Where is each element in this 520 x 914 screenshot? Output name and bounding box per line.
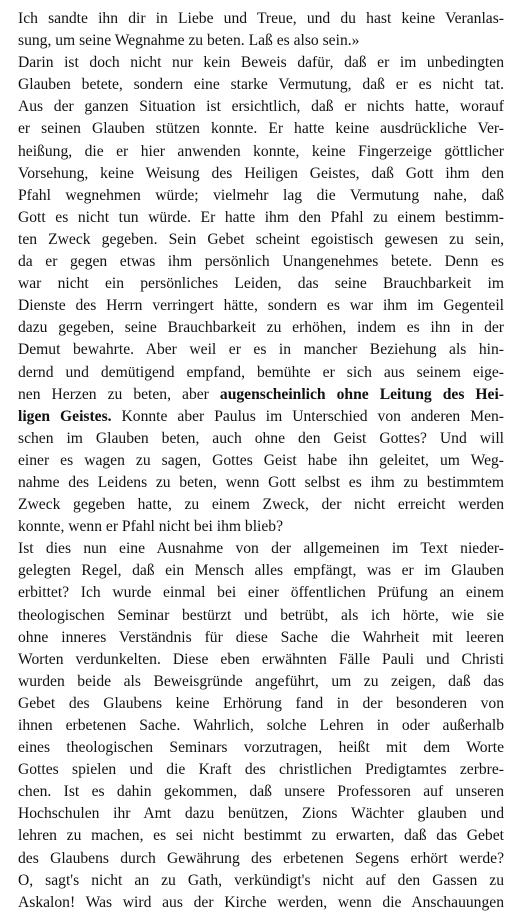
line-text: dernd und demütigend empfand, bemühte er sich aus seinem eige- [18, 363, 504, 381]
text-line [18, 870, 504, 892]
line-text: war nicht ein persönliches Leiden, das seine Brauchbarkeit im [18, 275, 504, 293]
text-line [18, 538, 504, 560]
text-line [18, 781, 504, 803]
line-text: gelegten Regel, daß ein Mensch alles empfängt, was er im Glauben [18, 562, 504, 580]
line-text: erbittet? Ich wurde einmal bei einer öffentlichen Prüfung an einem [18, 584, 504, 602]
text-line [18, 582, 504, 604]
text-line [18, 759, 504, 781]
text-line [18, 693, 504, 715]
line-text: sung, um seine Wegnahme zu beten. Laß es also sein.» [18, 32, 360, 50]
text-line [18, 273, 504, 295]
text-line [18, 118, 504, 140]
line-text: ten Zweck gegeben. Sein Gebet scheint egoistisch gewesen zu sein, [18, 230, 504, 248]
line-text: nahme des Leidens zu beten, wenn Gott selbst es ihm zu bestimmtem [18, 473, 504, 491]
text-line [18, 494, 504, 516]
emphasized-text: ligen Geistes. [18, 407, 112, 425]
line-text: Aus der ganzen Situation ist ersichtlich, daß er nichts hatte, worauf [18, 98, 504, 116]
line-text: theologischen Seminar bestürzt und betrübt, als ich hörte, wie sie [18, 606, 504, 624]
text-line [18, 317, 504, 339]
line-text: eines theologischen Seminars vorzutragen, heißt mit dem Worte [18, 739, 504, 757]
text-line [18, 715, 504, 737]
text-line [18, 295, 504, 317]
text-line [18, 605, 504, 627]
line-text: Darin ist doch nicht nur kein Beweis dafür, daß er im unbedingten [18, 54, 504, 72]
line-text: Pfahl wegnehmen würde; vielmehr lag die Vermutung nahe, daß [18, 186, 504, 204]
line-text: Gebet des Glaubens keine Erhörung fand in der besonderen von [18, 694, 504, 712]
text-line [18, 8, 504, 30]
line-text: dazu gegeben, seine Brauchbarkeit zu erhöhen, indem es ihn in der [18, 319, 504, 337]
line-text: O, sagt's nicht an zu Gath, verkündigt's nicht auf den Gassen zu [18, 871, 504, 889]
line-text: heißung, die er hier anwenden konnte, keine Fingerzeige göttlicher [18, 142, 504, 160]
text-line [18, 892, 504, 914]
text-line [18, 141, 504, 163]
text-line [18, 229, 504, 251]
line-text: ihnen erbetenen Sache. Wahrlich, solche Lehren in oder außerhalb [18, 717, 504, 734]
text-line [18, 251, 504, 273]
line-text: Konnte aber Paulus im Unterschied von anderen Men- [111, 407, 504, 425]
text-line [18, 30, 504, 52]
line-text: Vorsehung, keine Weisung des Heiligen Geistes, daß Gott ihm den [18, 164, 504, 182]
text-line [18, 339, 504, 361]
text-line [18, 560, 504, 582]
text-line [18, 848, 504, 870]
text-line [18, 737, 504, 759]
line-text: lehren zu machen, es sei nicht bestimmt zu erwarten, daß das Gebet [18, 827, 504, 845]
line-text: Gottes spielen und die Kraft des christlichen Predigtamtes zerbre- [18, 761, 504, 779]
line-text: einer es wagen zu sagen, Gottes Geist habe ihn geleitet, um Weg- [18, 451, 504, 469]
line-text: Demut bewahrte. Aber weil er es in mancher Beziehung als hin- [18, 341, 504, 359]
line-text: nen Herzen zu beten, aber [18, 385, 220, 403]
text-line [18, 74, 504, 96]
text-line [18, 803, 504, 825]
line-text: schen im Glauben beten, auch ohne den Geist Gottes? Und will [18, 429, 504, 447]
line-text: Worten verdunkelten. Diese eben erwähnten Fälle Pauli und Christi [18, 650, 504, 668]
line-text: konnte, wenn er Pfahl nicht bei ihm blieb? [18, 518, 284, 536]
line-text: Zweck gegeben hatte, zu einem Zweck, der nicht erreicht werden [18, 496, 504, 514]
text-line [18, 825, 504, 847]
line-text: er seinen Glauben stützen konnte. Er hatte keine ausdrückliche Ver- [18, 120, 504, 138]
line-text: des Glaubens durch Gewährung des erbetenen Segens erhört werde? [18, 849, 504, 867]
text-line [18, 384, 504, 406]
line-text: chen. Ist es dahin gekommen, daß unsere Professoren auf unseren [18, 783, 504, 801]
text-line [18, 627, 504, 649]
text-line [18, 406, 504, 428]
line-text: da er gegen etwas ihm persönlich Unangenehmes betete. Denn es [18, 253, 504, 271]
line-text: Ist dies nun eine Ausnahme von der allgemeinen im Text nieder- [18, 540, 504, 558]
text-line [18, 428, 504, 450]
text-line [18, 450, 504, 472]
text-line [18, 185, 504, 207]
text-line [18, 52, 504, 74]
text-line [18, 207, 504, 229]
text-line [18, 671, 504, 693]
line-text: Glauben betete, sondern eine starke Vermutung, daß er es nicht tat. [18, 76, 504, 94]
text-line [18, 649, 504, 671]
text-line [18, 472, 504, 494]
text-line [18, 362, 504, 384]
body-text [18, 8, 504, 914]
text-line [18, 516, 504, 538]
line-text: ohne inneres Verständnis für diese Sache die Wahrheit mit leeren [18, 628, 504, 646]
line-text: wurden beide als Beweisgründe angeführt, um zu zeigen, daß das [18, 672, 504, 690]
text-line [18, 163, 504, 185]
line-text: Dienste des Herrn verringert hätte, sondern es war ihm im Gegenteil [18, 297, 504, 315]
line-text: Ich sandte ihn dir in Liebe und Treue, und du hast keine Veranlas- [18, 10, 504, 27]
emphasized-text: augenscheinlich ohne Leitung des Hei- [219, 385, 504, 403]
line-text: Askalon! Was wird aus der Kirche werden, wenn die Anschauungen [18, 893, 504, 911]
line-text: Hochschulen ihr Amt dazu benützen, Zions Wächter glauben und [18, 805, 504, 823]
line-text: Gott es nicht tun würde. Er hatte ihm den Pfahl zu einem bestimm- [18, 208, 504, 226]
text-line [18, 96, 504, 118]
